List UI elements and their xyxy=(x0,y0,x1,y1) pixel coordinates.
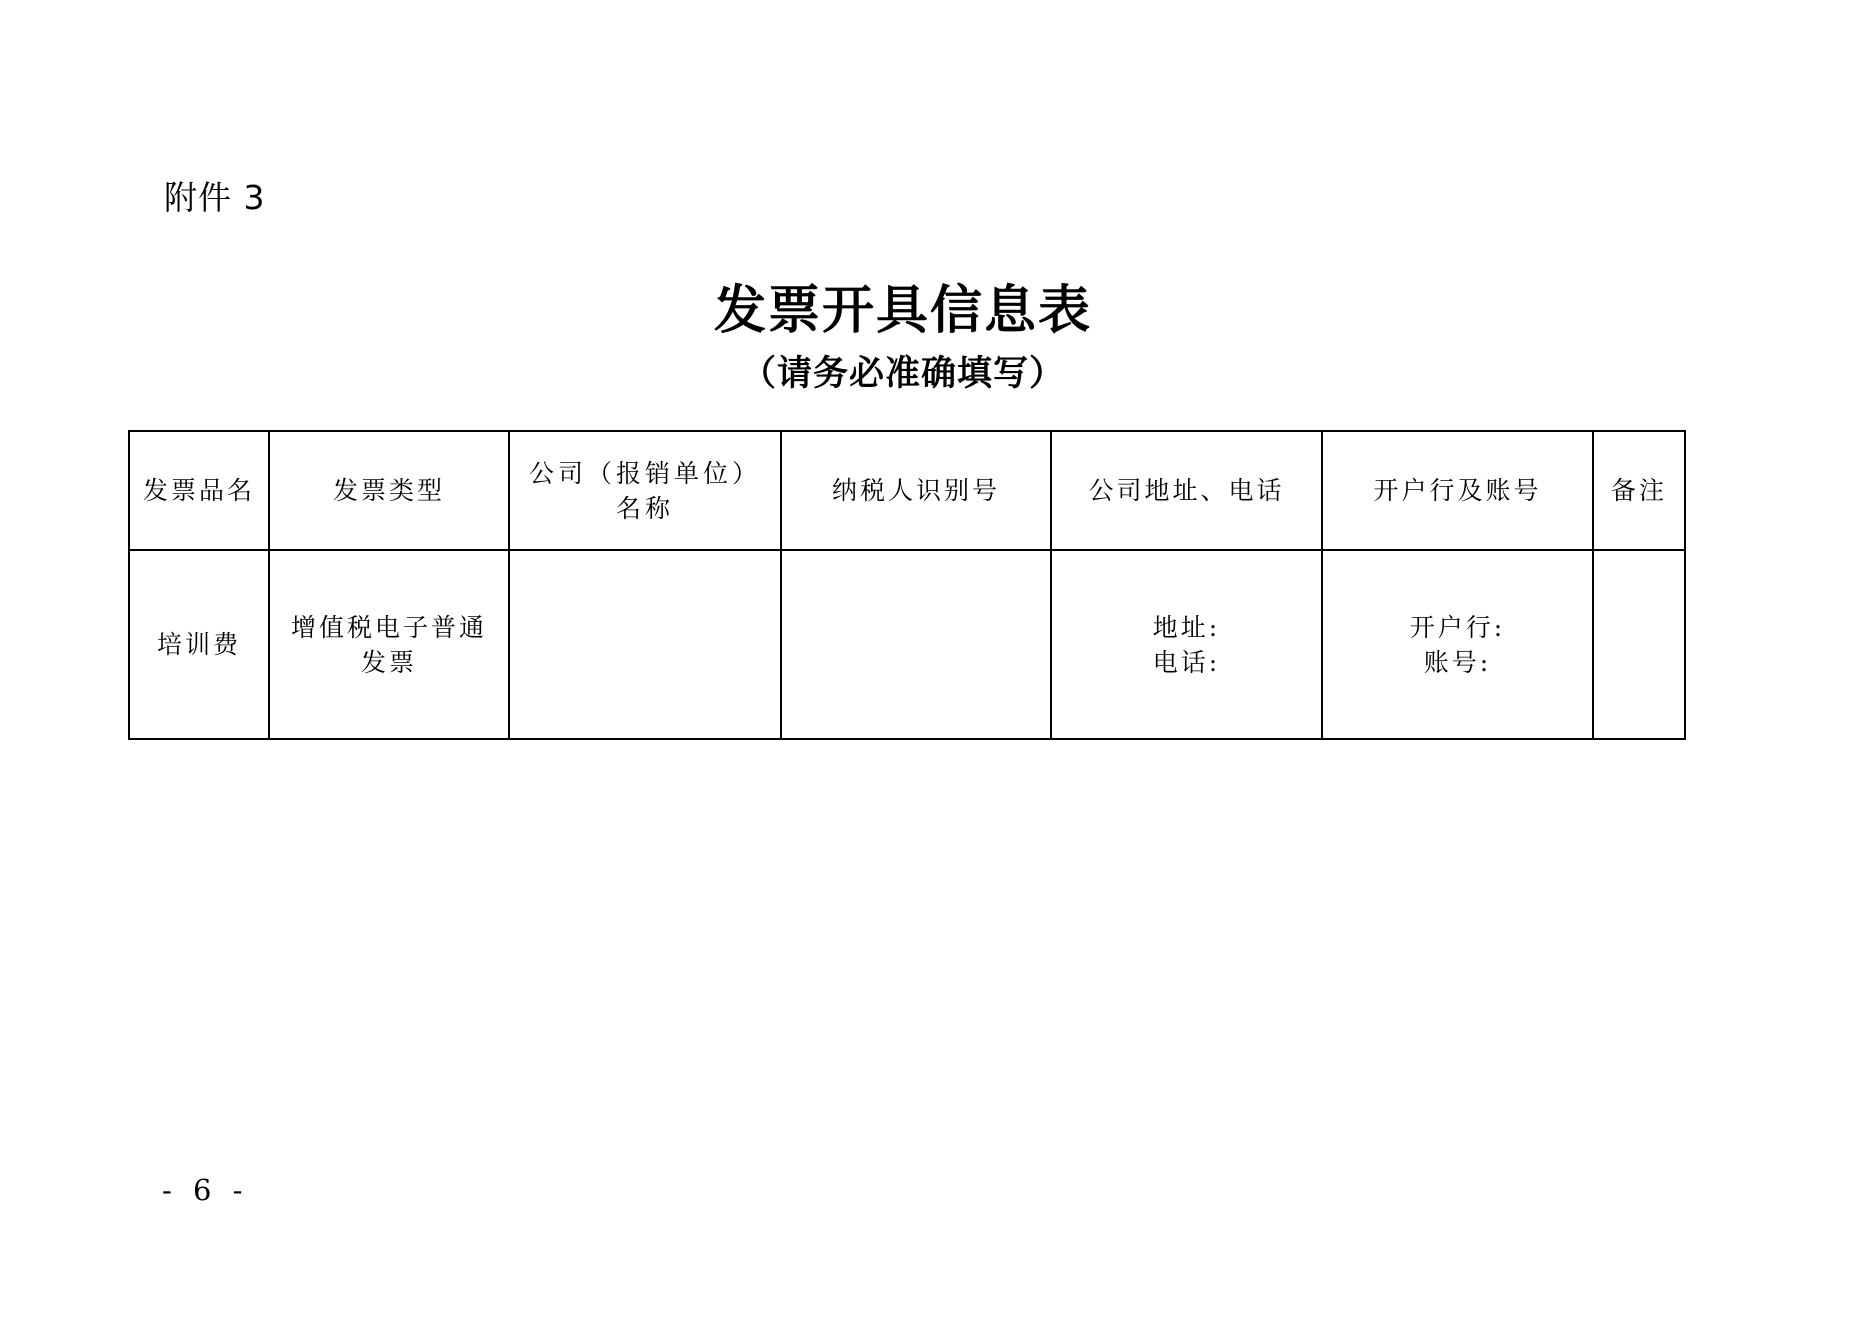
cell-item-name: 培训费 xyxy=(129,550,269,739)
cell-company-name[interactable] xyxy=(509,550,781,739)
attachment-label: 附件 3 xyxy=(164,178,266,217)
cell-bank-account[interactable] xyxy=(1322,550,1593,739)
address-label: 地址: xyxy=(1152,612,1221,642)
phone-label: 电话: xyxy=(1152,647,1221,677)
document-subtitle: （请务必准确填写） xyxy=(740,353,1065,394)
cell-invoice-type: 增值税电子普通 发票 xyxy=(269,550,509,739)
table-row xyxy=(129,550,1685,739)
invoice-info-table xyxy=(128,430,1686,740)
cell-address-phone[interactable] xyxy=(1051,550,1322,739)
bank-label: 开户行: xyxy=(1409,612,1506,642)
account-label: 账号: xyxy=(1423,647,1492,677)
cell-remarks[interactable] xyxy=(1593,550,1685,739)
header-address-phone: 公司地址、电话 xyxy=(1051,431,1322,550)
header-invoice-type: 发票类型 xyxy=(269,431,509,550)
document-title: 发票开具信息表 xyxy=(713,280,1092,341)
header-remarks: 备注 xyxy=(1593,431,1685,550)
table-header-row xyxy=(129,431,1685,550)
header-item-name: 发票品名 xyxy=(129,431,269,550)
page-number: - 6 - xyxy=(162,1173,249,1207)
header-taxpayer-id: 纳税人识别号 xyxy=(781,431,1051,550)
header-bank-account: 开户行及账号 xyxy=(1322,431,1593,550)
cell-taxpayer-id[interactable] xyxy=(781,550,1051,739)
header-company-name: 公司（报销单位） 名称 xyxy=(509,431,781,550)
